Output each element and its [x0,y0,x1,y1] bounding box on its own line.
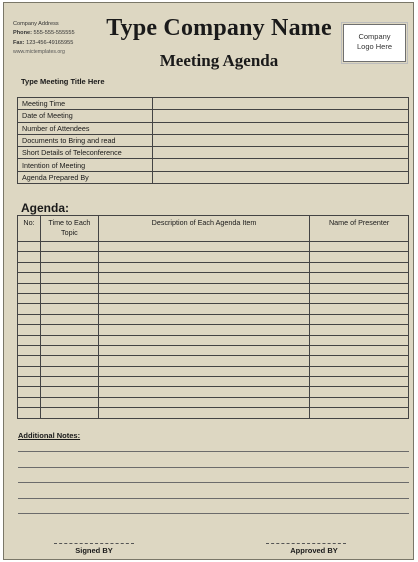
agenda-no-cell[interactable] [18,408,41,418]
agenda-time-cell[interactable] [40,397,98,407]
company-logo-placeholder [343,24,406,62]
agenda-presenter-cell[interactable] [310,262,409,272]
meeting-info-label: Documents to Bring and read [18,134,153,146]
agenda-row [18,314,409,324]
agenda-presenter-cell[interactable] [310,366,409,376]
agenda-no-cell[interactable] [18,366,41,376]
note-line[interactable] [18,513,409,514]
additional-notes-label: Additional Notes: [18,431,81,440]
agenda-no-cell[interactable] [18,377,41,387]
meeting-info-value[interactable] [153,159,409,171]
column-header-description: Description of Each Agenda Item [98,216,309,242]
agenda-time-cell[interactable] [40,387,98,397]
meeting-info-value[interactable] [153,147,409,159]
agenda-row [18,387,409,397]
column-header-time: Time to Each Topic [40,216,98,242]
agenda-row [18,273,409,283]
agenda-presenter-cell[interactable] [310,252,409,262]
agenda-description-cell[interactable] [98,252,309,262]
agenda-presenter-cell[interactable] [310,293,409,303]
meeting-info-row [18,134,409,146]
agenda-no-cell[interactable] [18,345,41,355]
agenda-presenter-cell[interactable] [310,314,409,324]
agenda-time-cell[interactable] [40,408,98,418]
meeting-info-row [18,98,409,110]
note-line[interactable] [18,451,409,452]
agenda-no-cell[interactable] [18,273,41,283]
agenda-sheet [3,2,414,560]
agenda-row [18,366,409,376]
agenda-time-cell[interactable] [40,293,98,303]
agenda-time-cell[interactable] [40,325,98,335]
agenda-presenter-cell[interactable] [310,408,409,418]
signed-by-label: Signed BY [75,546,113,555]
agenda-description-cell[interactable] [98,356,309,366]
agenda-row [18,377,409,387]
agenda-description-cell[interactable] [98,314,309,324]
agenda-header-row [18,216,409,242]
agenda-time-cell[interactable] [40,345,98,355]
agenda-no-cell[interactable] [18,325,41,335]
agenda-description-cell[interactable] [98,387,309,397]
agenda-presenter-cell[interactable] [310,242,409,252]
document-title: Meeting Agenda [159,51,279,70]
agenda-row [18,345,409,355]
meeting-info-row [18,122,409,134]
fax-label: Fax: [13,39,25,46]
agenda-no-cell[interactable] [18,262,41,272]
agenda-no-cell[interactable] [18,283,41,293]
phone-value: 555-555-555555 [33,30,75,37]
agenda-time-cell[interactable] [40,242,98,252]
agenda-time-cell[interactable] [40,335,98,345]
agenda-description-cell[interactable] [98,325,309,335]
agenda-row [18,335,409,345]
agenda-time-cell[interactable] [40,377,98,387]
meeting-info-label: Agenda Prepared By [18,171,153,183]
agenda-time-cell[interactable] [40,273,98,283]
meeting-info-table [17,97,409,184]
agenda-description-cell[interactable] [98,242,309,252]
agenda-presenter-cell[interactable] [310,356,409,366]
agenda-description-cell[interactable] [98,408,309,418]
agenda-presenter-cell[interactable] [310,397,409,407]
agenda-presenter-cell[interactable] [310,304,409,314]
meeting-info-label: Intention of Meeting [18,159,153,171]
agenda-no-cell[interactable] [18,293,41,303]
agenda-row [18,325,409,335]
agenda-time-cell[interactable] [40,262,98,272]
agenda-row [18,283,409,293]
agenda-presenter-cell[interactable] [310,335,409,345]
agenda-no-cell[interactable] [18,304,41,314]
signed-by-line[interactable] [54,543,134,544]
agenda-description-cell[interactable] [98,273,309,283]
meeting-info-value[interactable] [153,110,409,122]
agenda-no-cell[interactable] [18,335,41,345]
agenda-description-cell[interactable] [98,335,309,345]
meeting-info-value[interactable] [153,171,409,183]
agenda-presenter-cell[interactable] [310,387,409,397]
agenda-time-cell[interactable] [40,304,98,314]
agenda-row [18,252,409,262]
logo-line-2: Logo Here [356,42,393,51]
agenda-no-cell[interactable] [18,356,41,366]
meeting-info-value[interactable] [153,98,409,110]
company-website: www.mictemplates.org [13,48,65,55]
meeting-info-row [18,110,409,122]
agenda-no-cell[interactable] [18,252,41,262]
phone-label: Phone: [13,30,32,37]
approved-by-line[interactable] [266,543,346,544]
note-line[interactable] [18,467,409,468]
company-fax [13,39,103,48]
company-address: Company Address [13,21,59,27]
agenda-description-cell[interactable] [98,283,309,293]
meeting-info-row [18,159,409,171]
meeting-info-row [18,147,409,159]
agenda-presenter-cell[interactable] [310,325,409,335]
approved-by-label: Approved BY [290,546,338,555]
agenda-presenter-cell[interactable] [310,273,409,283]
agenda-no-cell[interactable] [18,314,41,324]
agenda-time-cell[interactable] [40,366,98,376]
fax-value: 123-456-49165955 [26,39,74,46]
agenda-time-cell[interactable] [40,314,98,324]
agenda-row [18,262,409,272]
company-name: Type Company Name [106,15,332,41]
agenda-time-cell[interactable] [40,356,98,366]
agenda-presenter-cell[interactable] [310,345,409,355]
agenda-description-cell[interactable] [98,262,309,272]
company-info [13,20,103,57]
agenda-presenter-cell[interactable] [310,377,409,387]
agenda-description-cell[interactable] [98,345,309,355]
agenda-description-cell[interactable] [98,377,309,387]
agenda-row [18,293,409,303]
logo-line-1: Company [358,32,391,41]
meeting-info-label: Meeting Time [18,98,153,110]
agenda-description-cell[interactable] [98,293,309,303]
meeting-info-label: Number of Attendees [18,122,153,134]
agenda-row [18,408,409,418]
agenda-description-cell[interactable] [98,397,309,407]
note-line[interactable] [18,482,409,483]
agenda-heading: Agenda: [21,201,69,215]
column-header-presenter: Name of Presenter [310,216,409,242]
note-line[interactable] [18,498,409,499]
company-phone [13,29,103,38]
meeting-info-value[interactable] [153,134,409,146]
agenda-no-cell[interactable] [18,242,41,252]
agenda-row [18,242,409,252]
column-header-no: No: [18,216,41,242]
agenda-time-cell[interactable] [40,283,98,293]
agenda-row [18,356,409,366]
agenda-presenter-cell[interactable] [310,283,409,293]
agenda-description-cell[interactable] [98,366,309,376]
agenda-time-cell[interactable] [40,252,98,262]
agenda-description-cell[interactable] [98,304,309,314]
agenda-table [17,215,409,419]
meeting-info-label: Date of Meeting [18,110,153,122]
meeting-info-row [18,171,409,183]
agenda-row [18,304,409,314]
agenda-row [18,397,409,407]
meeting-info-value[interactable] [153,122,409,134]
agenda-no-cell[interactable] [18,397,41,407]
meeting-info-label: Short Details of Teleconference [18,147,153,159]
meeting-title-field[interactable]: Type Meeting Title Here [21,77,105,86]
agenda-no-cell[interactable] [18,387,41,397]
